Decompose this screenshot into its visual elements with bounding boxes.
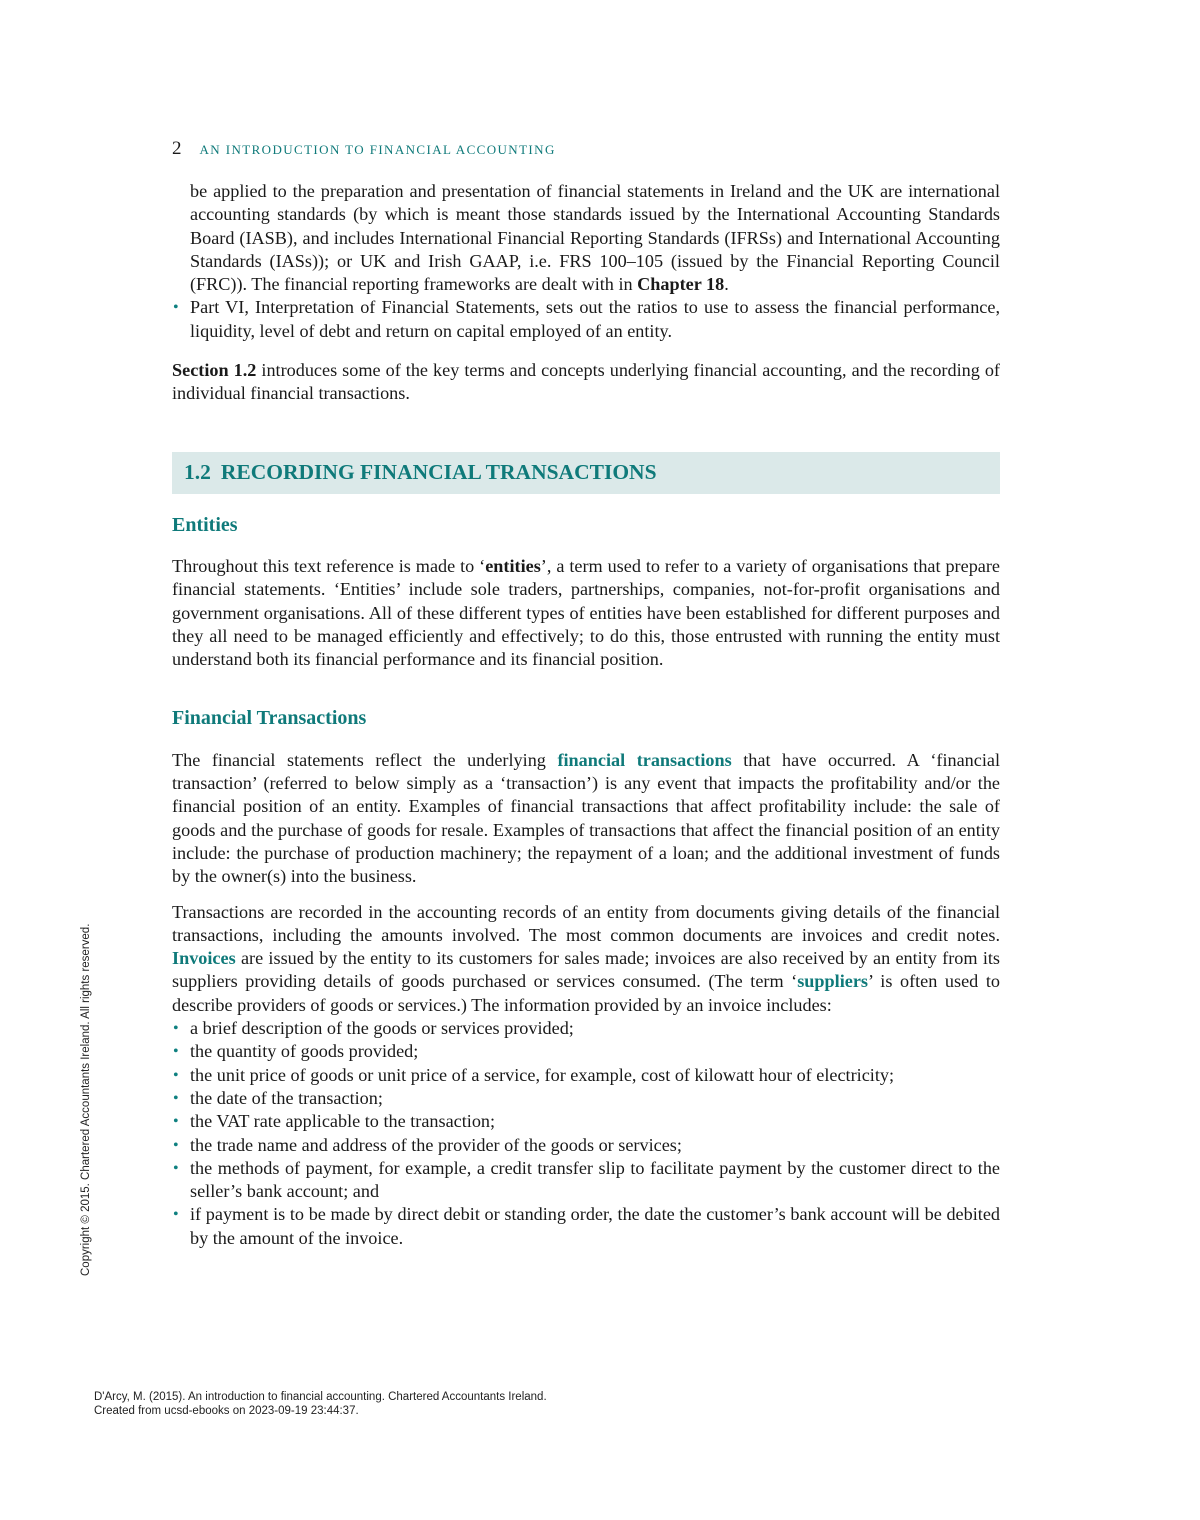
subheading-entities: Entities — [172, 513, 238, 536]
transactions-paragraph-1: The financial statements reflect the underlying financial transactions that have occurred. A ‘financial transaction’ (referred to below simply as a ‘transaction’) is any event that impacts the profitability and/or the financial position of an entity. Examples of financial transactions that affect profitability include: the sale of goods and the purchase of goods for resale. Examples of transactions that affect the financial position of an entity include: the purchase of production machinery; the repayment of a loan; and the additional investment of funds by the owner(s) into the business. — [172, 749, 1001, 887]
list-item: • a brief description of the goods or services provided; — [172, 1017, 1000, 1040]
invoice-info-list — [172, 1017, 1000, 1250]
list-item: • the quantity of goods provided; — [172, 1040, 1000, 1063]
bullet-icon: • — [173, 1206, 179, 1224]
list-item: • if payment is to be made by direct debit or standing order, the date the customer’s bank account will be debited by the amount of the invoice. — [173, 1204, 1000, 1248]
citation-line: D'Arcy, M. (2015). An introduction to financial accounting. Chartered Accountants Ireland. — [94, 1391, 547, 1403]
list-item: • the methods of payment, for example, a credit transfer slip to facilitate payment by the customer direct to the seller’s bank account; and — [173, 1157, 1000, 1202]
section-number: 1.2 — [184, 460, 211, 485]
bullet-icon: • — [173, 1020, 179, 1038]
page-footer — [94, 1390, 547, 1418]
page-content — [172, 180, 1000, 1250]
term-invoices: Invoices — [172, 948, 236, 969]
list-item: • the unit price of goods or unit price of a service, for example, cost of kilowatt hour of electricity; — [172, 1064, 1000, 1087]
bullet-icon: • — [173, 1113, 179, 1131]
section-reference: Section 1.2 — [172, 360, 257, 381]
bullet-icon: • — [173, 1136, 179, 1154]
subheading-financial-transactions: Financial Transactions — [172, 707, 367, 730]
page-header — [172, 138, 556, 160]
entities-paragraph: Throughout this text reference is made to ‘entities’, a term used to refer to a variety of organisations that prepare financial statements. ‘Entities’ include sole traders, partnerships, companies, not-for-profit organisations and government organisations. All of these different types of entities have been established for different purposes and they all need to be managed efficiently and effectively; to do this, those entrusted with running the entity must understand both its financial performance and its financial position. — [172, 555, 1000, 670]
intro-bullet-list — [172, 296, 1000, 343]
bullet-icon: • — [173, 1089, 179, 1107]
bullet-icon: • — [173, 1043, 179, 1061]
term-entities: entities — [485, 555, 541, 576]
section-reference-paragraph: Section 1.2 introduces some of the key terms and concepts underlying financial accounting, and the recording of individual financial transactions. — [172, 360, 1000, 404]
term-suppliers: suppliers — [797, 971, 868, 992]
running-head: AN INTRODUCTION TO FINANCIAL ACCOUNTING — [199, 142, 556, 157]
page-number: 2 — [172, 138, 182, 159]
bullet-icon: • — [173, 1066, 179, 1084]
bullet-icon: • — [173, 1159, 179, 1177]
list-item: • the date of the transaction; — [172, 1087, 1000, 1110]
transactions-paragraph-2: Transactions are recorded in the accounting records of an entity from documents giving details of the financial transactions, including the amounts involved. The most common documents are invoices and credit notes. Invoices are issued by the entity to its customers for sales made; invoices are also received by an entity from its suppliers providing details of goods purchased or services consumed. (The term ‘suppliers’ is often used to describe providers of goods or services.) The information provided by an invoice includes: — [172, 901, 1000, 1015]
section-title: RECORDING FINANCIAL TRANSACTIONS — [220, 460, 657, 485]
created-line: Created from ucsd-ebooks on 2023-09-19 23:44:37. — [94, 1405, 359, 1417]
section-heading — [172, 452, 1000, 494]
bullet-icon: • — [173, 299, 179, 317]
term-financial-transactions: financial transactions — [557, 749, 732, 770]
list-item: • Part VI, Interpretation of Financial Statements, sets out the ratios to use to assess the financial performance, liquidity, level of debt and return on capital employed of an entity. — [173, 297, 1000, 341]
list-item: • the VAT rate applicable to the transaction; — [172, 1110, 1000, 1133]
side-copyright-notice: Copyright © 2015. Chartered Accountants Ireland. All rights reserved. — [80, 923, 92, 1276]
intro-continuation: be applied to the preparation and presentation of financial statements in Ireland and the UK are international accounting standards (by which is meant those standards issued by the International Accounting Standards Board (IASB), and includes International Financial Reporting Standards (IFRSs) and International Accounting Standards (IASs)); or UK and Irish GAAP, i.e. FRS 100–105 (issued by the Financial Reporting Council (FRC)). The financial reporting frameworks are dealt with in Chapter 18. — [190, 181, 1000, 295]
list-item: • the trade name and address of the provider of the goods or services; — [172, 1134, 1000, 1157]
chapter-reference: Chapter 18 — [637, 274, 725, 295]
